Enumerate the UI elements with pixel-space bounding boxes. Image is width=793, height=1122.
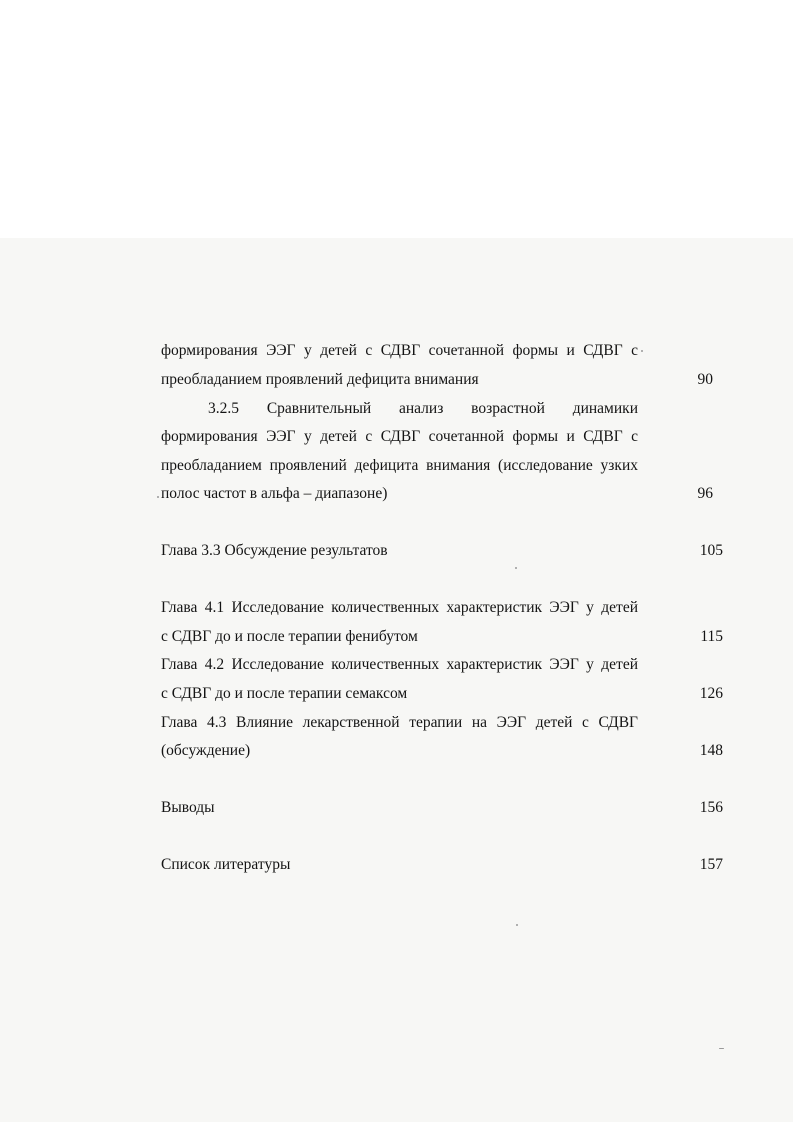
toc-page-number: 105 [699,542,723,559]
toc-entry-line: формирования ЭЭГ у детей с СДВГ сочетанной формы и СДВГ с [161,342,638,359]
toc-page-number: 90 [697,371,713,388]
toc-page-number: 96 [697,485,713,502]
toc-page-number: 126 [699,685,723,702]
scan-speck [157,496,159,498]
toc-entry-line: Глава 4.2 Исследование количественных характеристик ЭЭГ у детей [161,656,638,673]
toc-entry-line: Список литературы [161,856,291,873]
toc-page-number: 115 [700,628,723,645]
toc-entry-line: (обсуждение) [161,742,251,759]
toc-page-number: 156 [699,799,723,816]
toc-entry-line: преобладанием проявлений дефицита внимания (исследование узких [161,457,638,474]
scan-speck [515,567,517,569]
scan-speck [516,924,518,926]
toc-entry-line: с СДВГ до и после терапии семаксом [161,685,408,702]
toc-entry-line: Глава 4.1 Исследование количественных характеристик ЭЭГ у детей [161,599,638,616]
toc-entry-line: 3.2.5 Сравнительный анализ возрастной динамики [208,400,638,417]
toc-page-number: 157 [699,856,723,873]
toc-entry-line: с СДВГ до и после терапии фенибутом [161,628,418,645]
scan-speck [719,1048,724,1049]
toc-entry-line: Выводы [161,799,215,816]
toc-entry-line: преобладанием проявлений дефицита внимания [161,371,479,388]
toc-page-number: 148 [699,742,723,759]
toc-entry-line: формирования ЭЭГ у детей с СДВГ сочетанной формы и СДВГ с [161,428,638,445]
scan-speck [641,350,643,352]
toc-entry-line: Глава 4.3 Влияние лекарственной терапии на ЭЭГ детей с СДВГ [161,714,638,731]
toc-entry-line: полос частот в альфа – диапазоне) [161,485,388,502]
toc-entry-line: Глава 3.3 Обсуждение результатов [161,542,388,559]
